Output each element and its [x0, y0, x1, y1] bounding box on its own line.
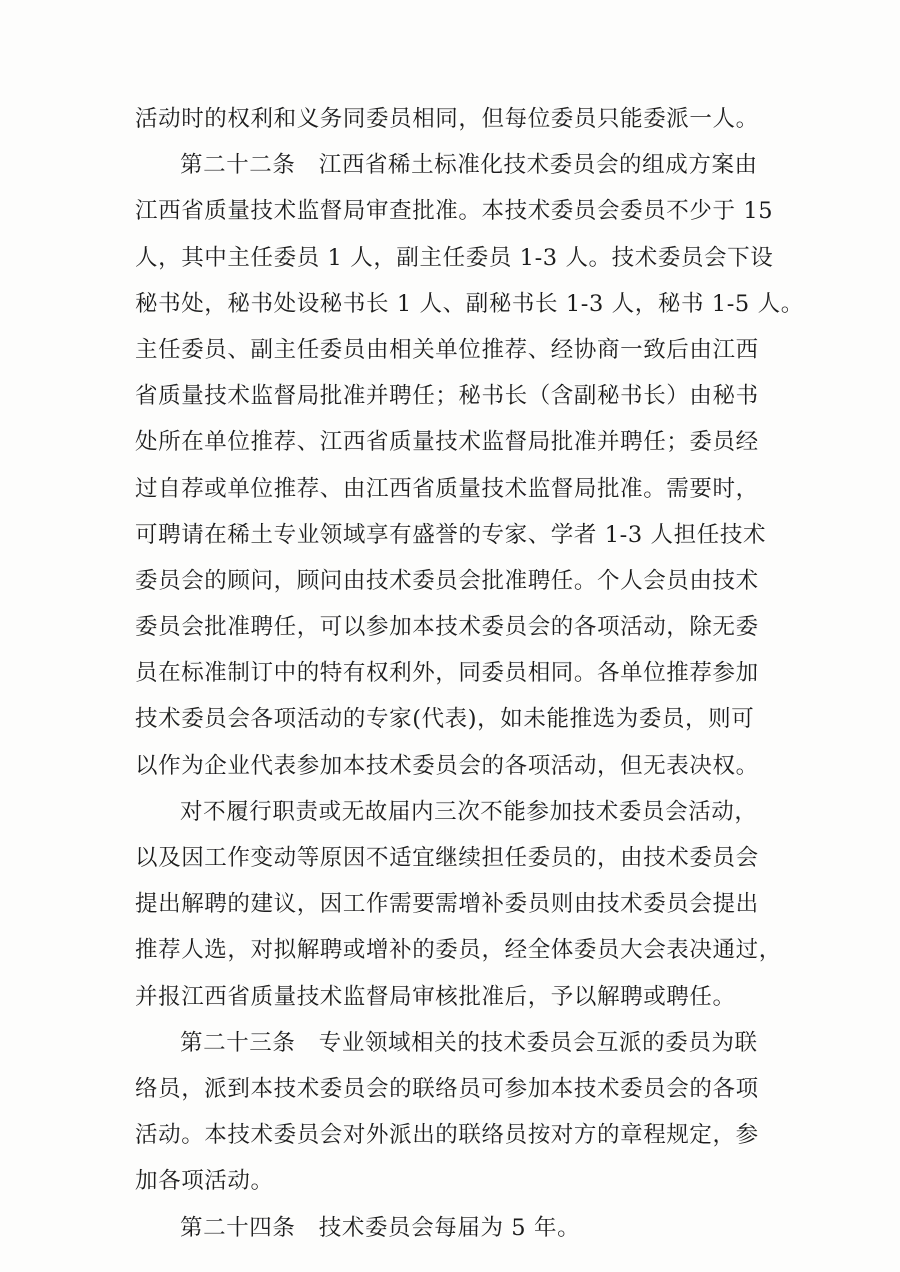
text-line: 处所在单位推荐、江西省质量技术监督局批准并聘任；委员经	[135, 429, 759, 456]
text-line: 省质量技术监督局批准并聘任；秘书长（含副秘书长）由秘书	[135, 383, 759, 410]
text-line: 过自荐或单位推荐、由江西省质量技术监督局批准。需要时，	[135, 475, 759, 502]
text-line: 并报江西省质量技术监督局审核批准后，予以解聘或聘任。	[135, 983, 736, 1010]
text-line: 江西省质量技术监督局审查批准。本技术委员会委员不少于 15	[135, 198, 774, 225]
paragraph-start-line: 对不履行职责或无故届内三次不能参加技术委员会活动，	[180, 798, 758, 825]
text-line: 提出解聘的建议，因工作需要需增补委员则由技术委员会提出	[135, 891, 759, 918]
article-22-heading-line: 第二十二条 江西省稀土标准化技术委员会的组成方案由	[180, 152, 758, 179]
text-line: 加各项活动。	[135, 1168, 274, 1195]
text-line: 可聘请在稀土专业领域享有盛誉的专家、学者 1-3 人担任技术	[135, 521, 767, 548]
text-line: 以及因工作变动等原因不适宜继续担任委员的，由技术委员会	[135, 845, 759, 871]
article-23-heading-line: 第二十三条 专业领域相关的技术委员会互派的委员为联	[180, 1029, 758, 1056]
article-24-heading-line: 第二十四条 技术委员会每届为 5 年。	[180, 1214, 581, 1241]
text-line: 主任委员、副主任委员由相关单位推荐、经协商一致后由江西	[135, 336, 759, 363]
text-line: 活动时的权利和义务同委员相同，但每位委员只能委派一人。	[135, 106, 759, 132]
text-line: 技术委员会各项活动的专家(代表)，如未能推选为委员，则可	[135, 706, 755, 733]
document-body	[135, 96, 804, 1251]
text-line: 络员，派到本技术委员会的联络员可参加本技术委员会的各项	[135, 1075, 759, 1102]
text-line: 推荐人选，对拟解聘或增补的委员，经全体委员大会表决通过，	[135, 937, 782, 964]
text-line: 委员会的顾问，顾问由技术委员会批准聘任。个人会员由技术	[135, 567, 759, 594]
text-line: 以作为企业代表参加本技术委员会的各项活动，但无表决权。	[135, 752, 759, 779]
text-line: 人，其中主任委员 1 人，副主任委员 1-3 人。技术委员会下设	[135, 244, 774, 271]
text-line: 活动。本技术委员会对外派出的联络员按对方的章程规定，参	[135, 1122, 759, 1149]
text-line: 员在标准制订中的特有权利外，同委员相同。各单位推荐参加	[135, 660, 759, 687]
text-line: 秘书处，秘书处设秘书长 1 人、副秘书长 1-3 人，秘书 1-5 人。	[135, 290, 804, 317]
text-line: 委员会批准聘任，可以参加本技术委员会的各项活动，除无委	[135, 614, 759, 641]
